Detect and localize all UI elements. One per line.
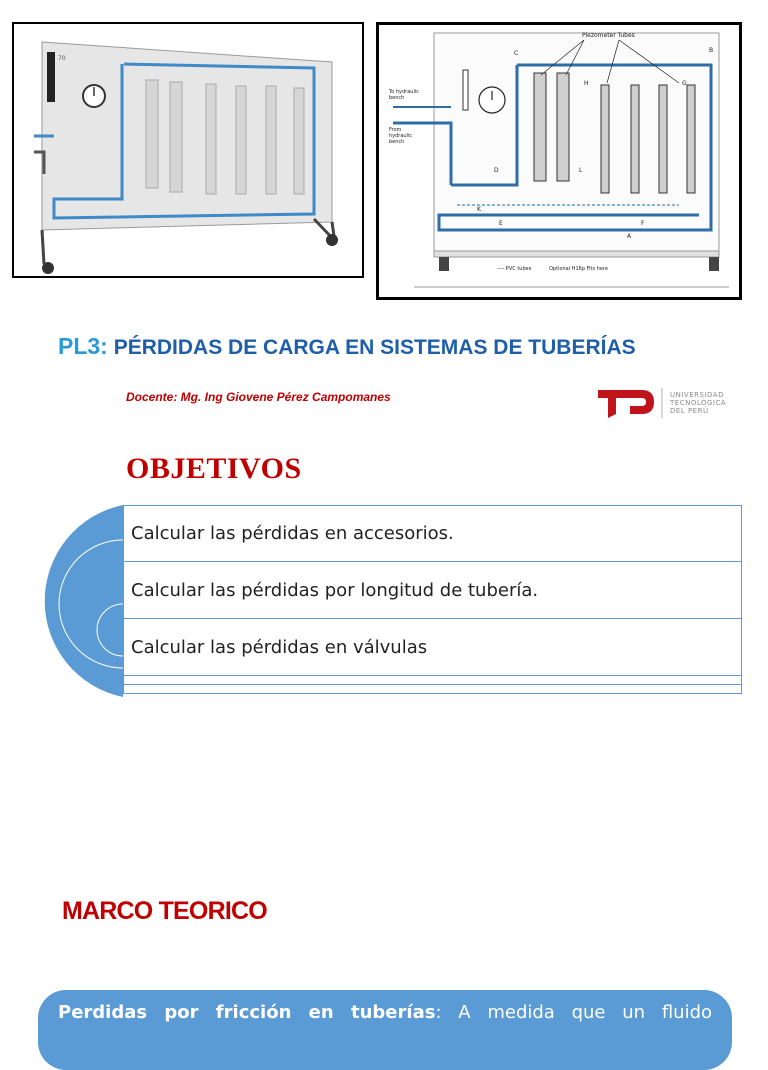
objetivos-heading: OBJETIVOS [126, 452, 302, 485]
objective-item: Calcular las pérdidas por longitud de tubería. [123, 562, 742, 619]
decorative-arc [0, 500, 130, 700]
objective-spacer [123, 685, 742, 694]
schematic-diagram [376, 22, 742, 300]
objective-item: Calcular las pérdidas en válvulas [123, 619, 742, 676]
svg-text:G: G [682, 80, 687, 87]
svg-text:bench: bench [389, 139, 405, 145]
equipment-photo-drawing [14, 24, 362, 276]
svg-text:---- PVC tubes: ---- PVC tubes [497, 266, 532, 272]
svg-text:B: B [709, 47, 714, 54]
svg-text:Piezometer Tubes: Piezometer Tubes [582, 32, 635, 39]
objective-item: Calcular las pérdidas en accesorios. [123, 505, 742, 562]
svg-text:A: A [627, 233, 632, 240]
svg-text:F: F [641, 220, 645, 227]
page-title [58, 333, 636, 360]
svg-text:E: E [499, 220, 503, 227]
info-box-text: : A medida que un fluido [435, 1002, 713, 1023]
svg-text:Optional H16p Fits here: Optional H16p Fits here [549, 266, 608, 272]
title-text: PÉRDIDAS DE CARGA EN SISTEMAS DE TUBERÍAS [113, 336, 636, 359]
info-box-term: Perdidas por fricción en tuberías [58, 1002, 436, 1023]
objectives-list [123, 505, 742, 694]
svg-text:bench: bench [389, 95, 405, 101]
svg-text:hydraulic: hydraulic [389, 133, 413, 139]
friction-info-box [38, 990, 732, 1070]
svg-text:D: D [494, 167, 499, 174]
svg-text:From: From [389, 127, 402, 133]
svg-text:K: K [477, 206, 481, 213]
equipment-photo [12, 22, 364, 278]
svg-text:C: C [514, 50, 519, 57]
objective-spacer [123, 676, 742, 685]
svg-text:To hydraulic: To hydraulic [389, 89, 419, 95]
schematic-drawing [379, 25, 739, 297]
university-name: UNIVERSIDAD TECNOLÓGICA DEL PERÚ [670, 391, 727, 415]
svg-text:H: H [584, 80, 589, 87]
docente-label: Docente: Mg. Ing Giovene Pérez Campomanes [126, 390, 391, 404]
title-prefix: PL3: [58, 333, 108, 359]
marco-teorico-heading: MARCO TEORICO [62, 897, 267, 925]
svg-text:70: 70 [58, 55, 66, 62]
svg-text:L: L [579, 167, 583, 174]
